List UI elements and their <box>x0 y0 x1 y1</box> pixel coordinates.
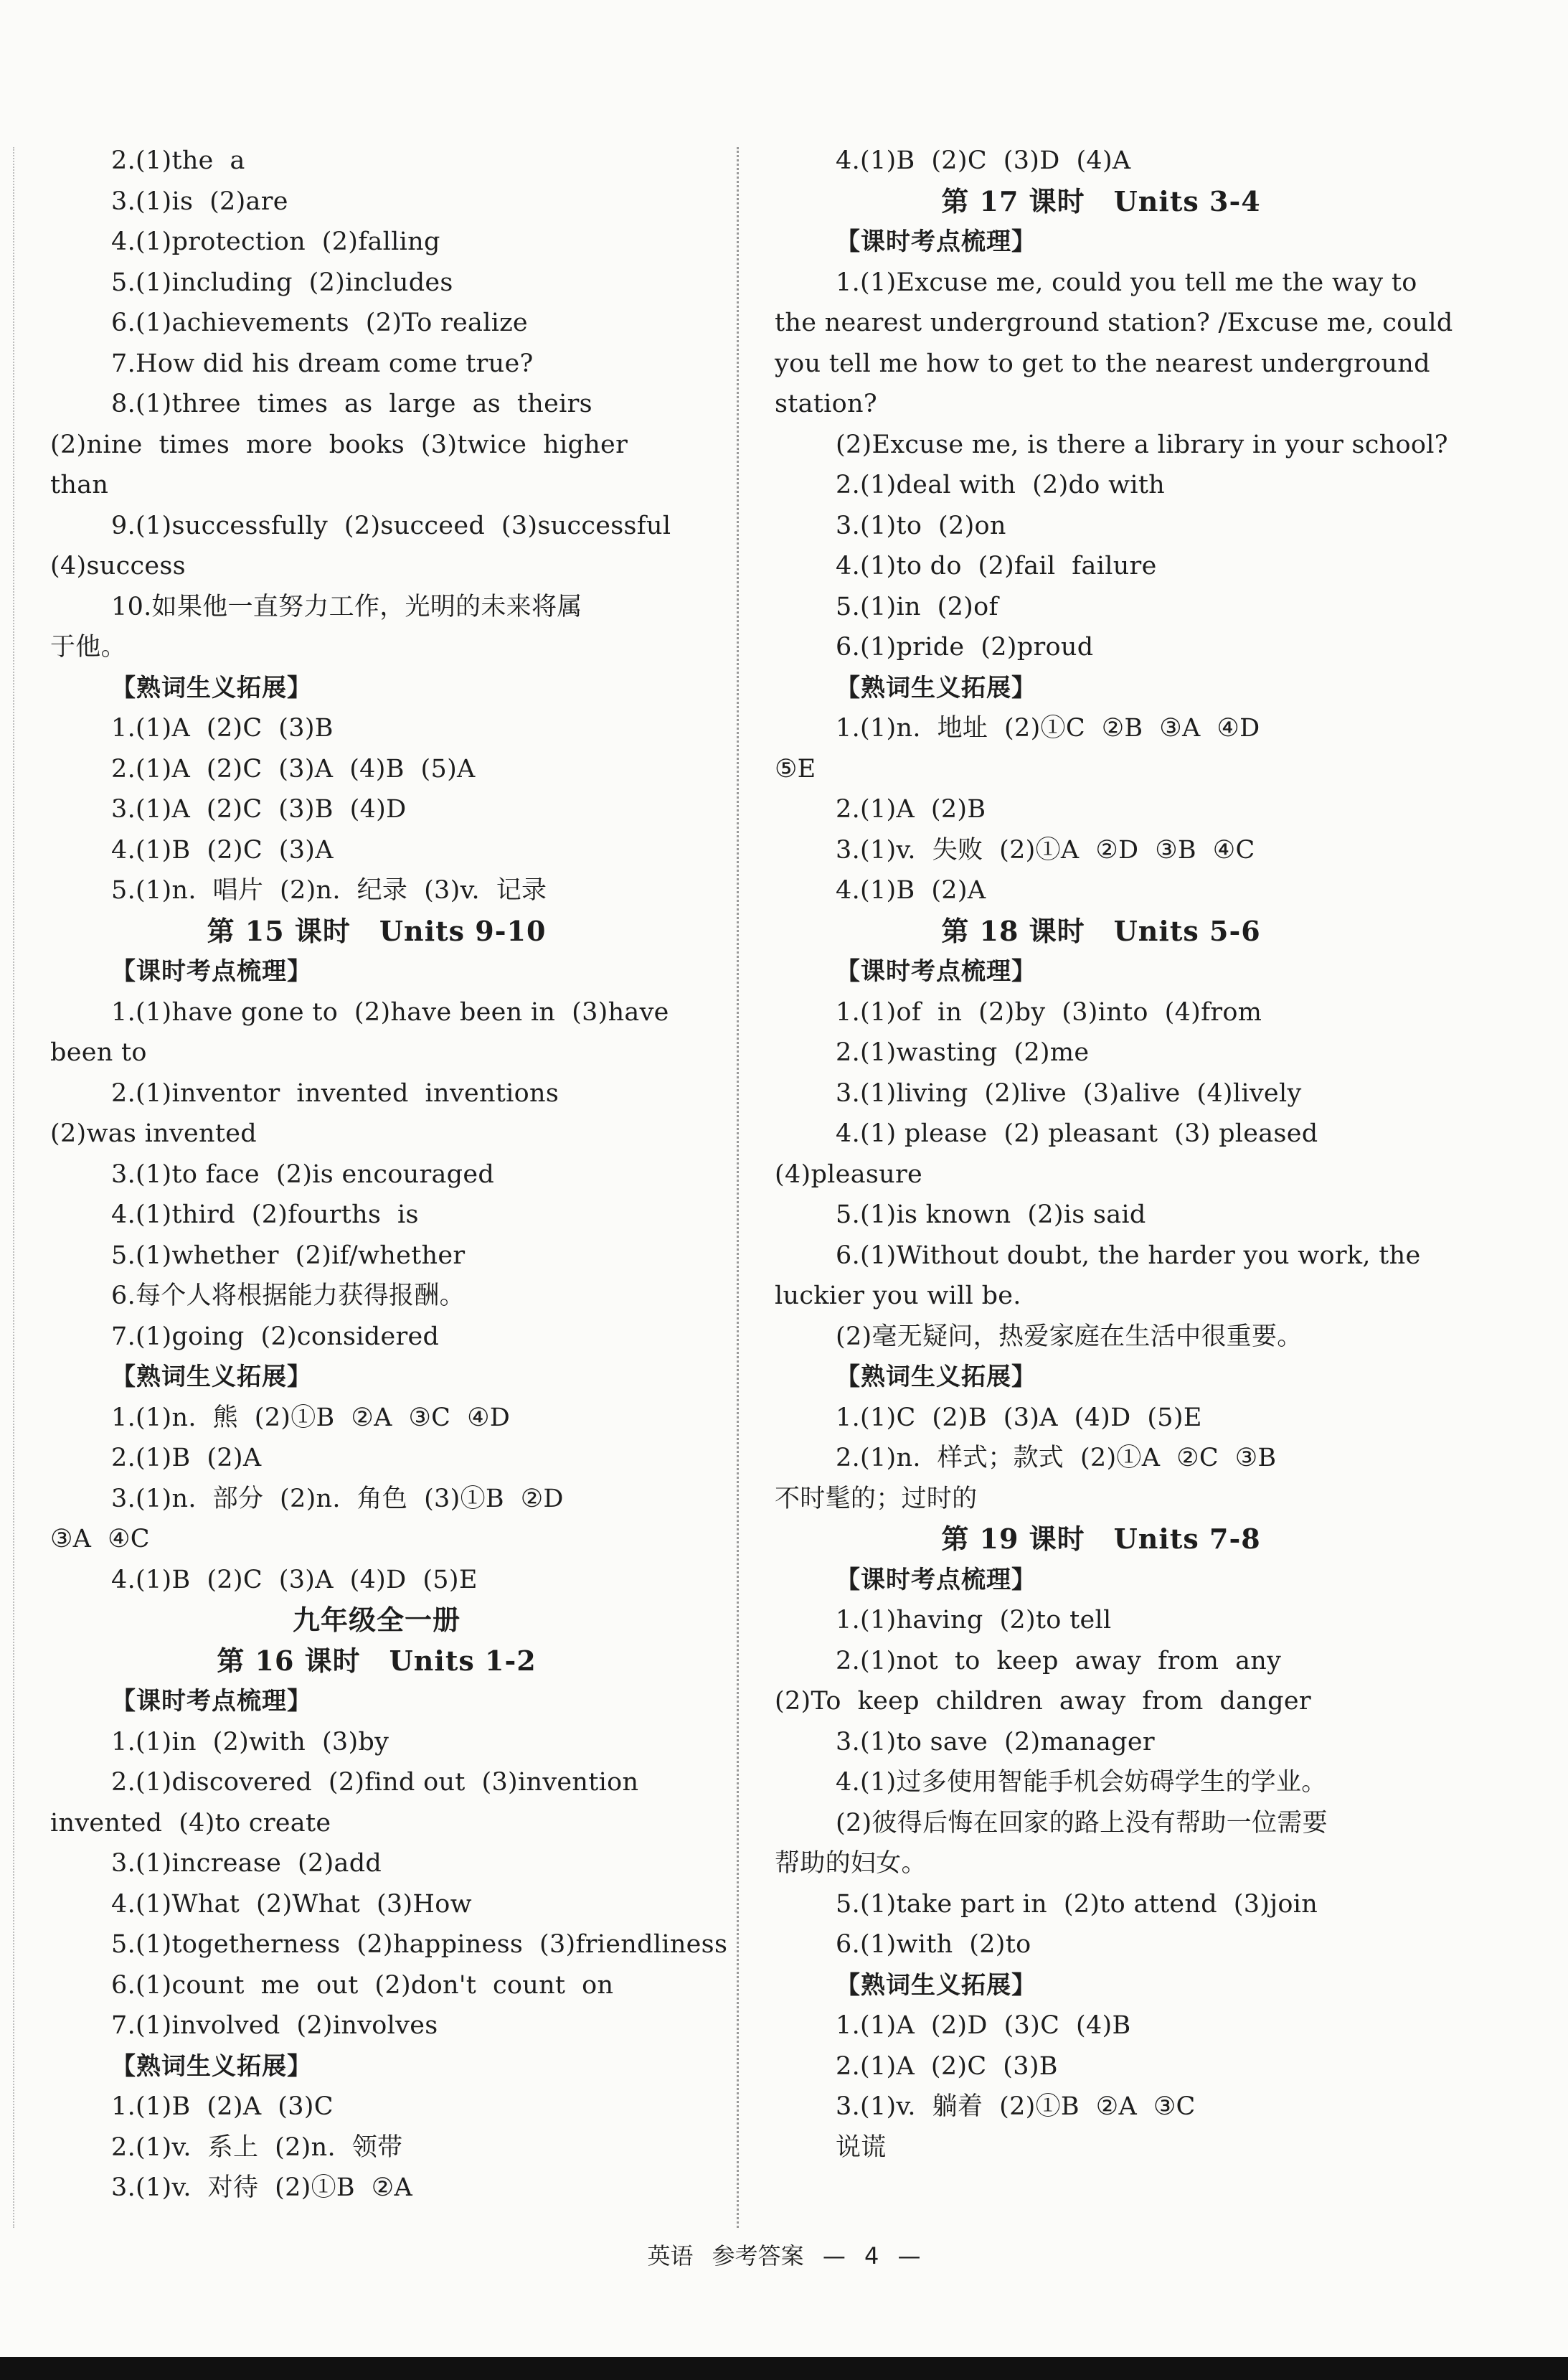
answer-line-continued: ③A ④C <box>50 1525 150 1553</box>
answer-line: 2.(1)n. 样式；款式 (2)①A ②C ③B <box>836 1444 1277 1472</box>
lesson-title: 第 19 课时 <box>941 1523 1085 1555</box>
answer-line: 4.(1) please (2) pleasant (3) pleased <box>836 1119 1318 1148</box>
answer-line: 4.(1)B (2)C (3)A <box>111 835 334 865</box>
answer-line: 2.(1)v. 系上 (2)n. 领带 <box>111 2132 403 2162</box>
answer-line: 2.(1)A (2)C (3)B <box>836 2051 1058 2081</box>
answer-line-continued: luckier you will be. <box>775 1281 1021 1310</box>
section-heading: 【熟词生义拓展】 <box>111 673 312 702</box>
lesson-heading <box>775 911 1427 952</box>
section-heading: 【熟词生义拓展】 <box>836 673 1036 702</box>
page-footer <box>0 2239 1568 2273</box>
lesson-heading <box>50 1641 703 1682</box>
answer-line: 3.(1)is (2)are <box>111 187 288 216</box>
lesson-title: 第 16 课时 <box>217 1644 361 1677</box>
answer-line: 3.(1)to face (2)is encouraged <box>111 1160 495 1189</box>
answer-line: 5.(1)take part in (2)to attend (3)join <box>836 1889 1318 1919</box>
answer-line: 4.(1)third (2)fourths is <box>111 1200 419 1229</box>
lesson-title: 第 18 课时 <box>941 914 1085 947</box>
answer-line: 1.(1)A (2)D (3)C (4)B <box>836 2011 1131 2040</box>
answer-line: 2.(1)B (2)A <box>111 1444 262 1472</box>
footer-subject: 英语 <box>647 2242 694 2270</box>
section-heading: 【课时考点梳理】 <box>836 957 1036 986</box>
answer-line: 1.(1)having (2)to tell <box>836 1606 1112 1635</box>
lesson-title: 第 17 课时 <box>941 184 1085 217</box>
answer-line: 8.(1)three times as large as theirs <box>111 390 592 418</box>
footer-dash-left: — <box>822 2242 846 2270</box>
answer-line: 5.(1)n. 唱片 (2)n. 纪录 (3)v. 记录 <box>111 876 547 905</box>
answer-line: (2)毫无疑问，热爱家庭在生活中很重要。 <box>836 1322 1303 1351</box>
lesson-heading <box>775 1519 1427 1560</box>
answer-line-continued: (2)was invented <box>50 1119 257 1148</box>
grade-heading: 九年级全一册 <box>292 1604 461 1636</box>
answer-line: 2.(1)not to keep away from any <box>836 1646 1282 1675</box>
answer-line-continued: than <box>50 471 109 499</box>
answer-line: (2)Excuse me, is there a library in your school? <box>836 430 1448 459</box>
answer-line: 2.(1)A (2)B <box>836 795 986 824</box>
answer-line: 2.(1)the a <box>111 146 245 175</box>
answer-line: 5.(1)whether (2)if/whether <box>111 1241 466 1270</box>
answer-line: 7.(1)going (2)considered <box>111 1322 440 1351</box>
answer-line-continued: (4)pleasure <box>775 1160 923 1189</box>
binding-margin-line <box>13 147 14 2228</box>
answer-line: 5.(1)togetherness (2)happiness (3)friendliness <box>111 1930 728 1959</box>
answer-line: 6.(1)achievements (2)To realize <box>111 309 528 337</box>
section-heading: 【熟词生义拓展】 <box>836 1363 1036 1391</box>
answer-line: 9.(1)successfully (2)succeed (3)successful <box>111 511 671 540</box>
answer-line: 1.(1)n. 地址 (2)①C ②B ③A ④D <box>836 714 1260 743</box>
answer-line: 6.(1)with (2)to <box>836 1930 1031 1959</box>
answer-line: 4.(1)B (2)C (3)D (4)A <box>836 146 1131 175</box>
left-column <box>50 141 728 2209</box>
answer-line-continued: station? <box>775 390 877 418</box>
answer-line-continued: invented (4)to create <box>50 1808 331 1838</box>
answer-line: 5.(1)in (2)of <box>836 592 998 621</box>
answer-line: 6.每个人将根据能力获得报酬。 <box>111 1281 465 1310</box>
answer-line: 3.(1)v. 躺着 (2)①B ②A ③C <box>836 2092 1196 2121</box>
answer-line: 6.(1)count me out (2)don't count on <box>111 1970 614 2000</box>
lesson-heading <box>50 911 703 952</box>
answer-line: 1.(1)have gone to (2)have been in (3)have <box>111 997 669 1027</box>
section-heading: 【熟词生义拓展】 <box>836 1970 1036 2000</box>
answer-line: 说谎 <box>836 2132 887 2162</box>
answer-line-continued: been to <box>50 1038 147 1067</box>
answer-line: 1.(1)A (2)C (3)B <box>111 714 334 743</box>
answer-line: 3.(1)increase (2)add <box>111 1849 382 1878</box>
lesson-title: 第 15 课时 <box>207 914 351 947</box>
answer-line: 3.(1)to (2)on <box>836 511 1006 540</box>
answer-line: 4.(1)B (2)C (3)A (4)D (5)E <box>111 1565 478 1594</box>
answer-line: 5.(1)is known (2)is said <box>836 1200 1146 1229</box>
lesson-units: Units 3-4 <box>1113 184 1261 217</box>
answer-line: 1.(1)in (2)with (3)by <box>111 1727 389 1756</box>
answer-line-continued: (4)success <box>50 552 186 580</box>
answer-line-continued: you tell me how to get to the nearest underground <box>775 349 1430 378</box>
answer-line-continued: 不时髦的；过时的 <box>775 1484 978 1513</box>
answer-line: 6.(1)pride (2)proud <box>836 633 1094 662</box>
section-heading: 【熟词生义拓展】 <box>111 1363 312 1391</box>
section-heading: 【课时考点梳理】 <box>836 227 1036 256</box>
answer-line: 2.(1)deal with (2)do with <box>836 471 1166 499</box>
lesson-units: Units 7-8 <box>1113 1523 1261 1555</box>
answer-line: 7.How did his dream come true? <box>111 349 534 378</box>
answer-line-continued: 帮助的妇女。 <box>775 1849 927 1878</box>
answer-line: 2.(1)discovered (2)find out (3)invention <box>111 1768 639 1797</box>
lesson-heading <box>775 182 1427 222</box>
footer-label: 参考答案 <box>712 2242 804 2270</box>
answer-line: 4.(1)protection (2)falling <box>111 227 440 256</box>
section-heading: 【课时考点梳理】 <box>111 1687 312 1716</box>
footer-page-number: 4 <box>864 2242 879 2270</box>
right-column <box>775 141 1453 2168</box>
answer-line: 1.(1)Excuse me, could you tell me the way to <box>836 268 1417 297</box>
answer-line: 3.(1)n. 部分 (2)n. 角色 (3)①B ②D <box>111 1484 564 1513</box>
answer-line-continued: 于他。 <box>50 633 126 662</box>
answer-line: 3.(1)v. 对待 (2)①B ②A <box>111 2173 413 2202</box>
answer-line: 2.(1)A (2)C (3)A (4)B (5)A <box>111 754 476 784</box>
answer-line: 3.(1)living (2)live (3)alive (4)lively <box>836 1078 1302 1108</box>
answer-line: 1.(1)B (2)A (3)C <box>111 2092 334 2121</box>
section-heading: 【课时考点梳理】 <box>111 957 312 986</box>
answer-line: 1.(1)n. 熊 (2)①B ②A ③C ④D <box>111 1403 511 1432</box>
answer-line-continued: (2)To keep children away from danger <box>775 1687 1311 1716</box>
answer-line: 4.(1)过多使用智能手机会妨碍学生的学业。 <box>836 1768 1327 1797</box>
answer-line-continued: (2)nine times more books (3)twice higher <box>50 430 628 459</box>
answer-line: 3.(1)A (2)C (3)B (4)D <box>111 795 407 824</box>
answer-line: 2.(1)inventor invented inventions <box>111 1078 559 1108</box>
lesson-units: Units 5-6 <box>1113 914 1261 947</box>
section-heading: 【课时考点梳理】 <box>836 1565 1036 1594</box>
answer-line: 7.(1)involved (2)involves <box>111 2011 438 2040</box>
lesson-units: Units 9-10 <box>379 914 547 947</box>
column-divider <box>737 147 739 2228</box>
answer-line: 1.(1)C (2)B (3)A (4)D (5)E <box>836 1403 1202 1432</box>
answer-line: 5.(1)including (2)includes <box>111 268 453 297</box>
answer-line-continued: the nearest underground station? /Excuse me, could <box>775 309 1453 337</box>
answer-line: 4.(1)B (2)A <box>836 876 986 905</box>
answer-line: 4.(1)to do (2)fail failure <box>836 552 1157 580</box>
answer-line: (2)彼得后悔在回家的路上没有帮助一位需要 <box>836 1808 1328 1838</box>
answer-line: 2.(1)wasting (2)me <box>836 1038 1090 1067</box>
section-heading: 【熟词生义拓展】 <box>111 2051 312 2081</box>
answer-line: 3.(1)v. 失败 (2)①A ②D ③B ④C <box>836 835 1255 865</box>
footer-dash-right: — <box>897 2242 921 2270</box>
answer-line: 6.(1)Without doubt, the harder you work, the <box>836 1241 1421 1270</box>
answer-line: 3.(1)to save (2)manager <box>836 1727 1155 1756</box>
lesson-units: Units 1-2 <box>389 1644 537 1677</box>
answer-line: 1.(1)of in (2)by (3)into (4)from <box>836 997 1262 1027</box>
scan-bottom-edge <box>0 2357 1568 2380</box>
answer-line-continued: ⑤E <box>775 754 816 784</box>
answer-line: 10.如果他一直努力工作，光明的未来将属 <box>111 592 582 621</box>
answer-line: 4.(1)What (2)What (3)How <box>111 1889 472 1919</box>
